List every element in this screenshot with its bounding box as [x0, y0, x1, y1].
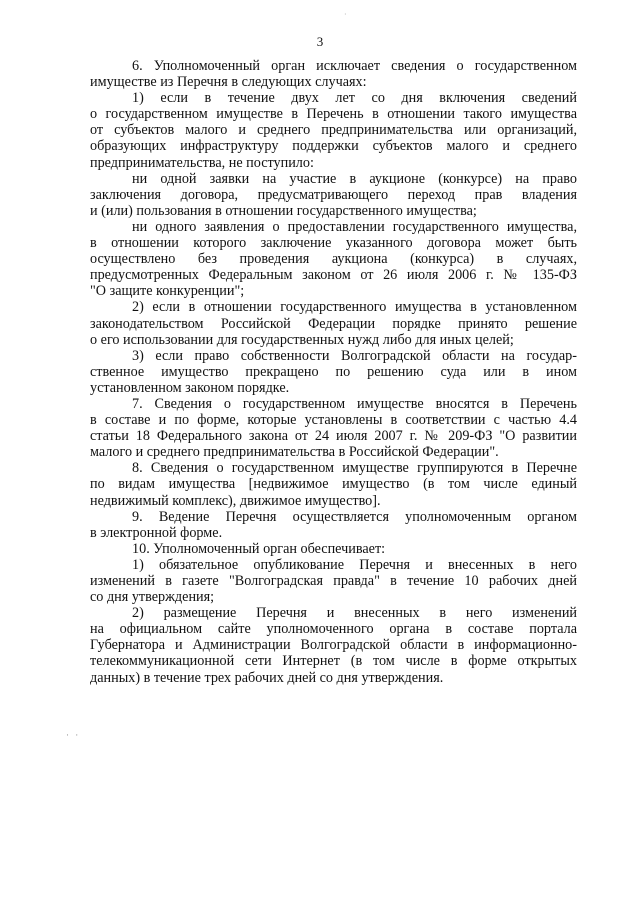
text-line: на официальном сайте уполномоченного органа в составе портала [90, 621, 577, 638]
scan-artifact-dots: · · [66, 730, 81, 740]
scan-artifact-mark: · [344, 10, 347, 19]
text-line: телекоммуникационной сети Интернет (в том числе в форме открытых [90, 653, 577, 670]
text-line: недвижимый комплекс), движимое имущество]. [90, 492, 381, 509]
text-line: предпринимательства, не поступило: [90, 154, 314, 171]
text-line: и (или) пользования в отношении государственного имущества; [90, 202, 477, 219]
text-line: образующих инфраструктуру поддержки субъектов малого и среднего [90, 138, 577, 155]
text-line: ни одной заявки на участие в аукционе (конкурсе) на право [132, 170, 577, 187]
text-line: 8. Сведения о государственном имуществе группируются в Перечне [132, 460, 577, 477]
text-line: 6. Уполномоченный орган исключает сведения о государственном [132, 58, 577, 74]
text-line: от субъектов малого и среднего предпринимательства или организаций, [90, 122, 577, 139]
text-line: о его использовании для государственных нужд либо для иных целей; [90, 331, 514, 348]
page-number: 3 [316, 34, 324, 49]
text-line: 2) размещение Перечня и внесенных в него изменений [132, 605, 577, 622]
text-line: ственное имущество прекращено по решению суда или в ином [90, 363, 577, 380]
text-line: 3) если право собственности Волгоградской области на государ- [132, 347, 577, 364]
text-line: по видам имущества [недвижимое имущество (в том числе единый [90, 476, 577, 493]
text-line: предусмотренных Федеральным законом от 26 июля 2006 г. № 135-ФЗ [90, 267, 577, 284]
text-line: изменений в газете "Волгоградская правда" в течение 10 рабочих дней [90, 573, 577, 589]
text-line: в составе и по форме, которые установлены в соответствии с частью 4.4 [90, 412, 577, 429]
text-line: 10. Уполномоченный орган обеспечивает: [132, 540, 386, 557]
text-line: 1) обязательное опубликование Перечня и внесенных в него [132, 556, 577, 573]
text-line: установленном законом порядке. [90, 379, 290, 396]
text-line: малого и среднего предпринимательства в Российской Федерации". [90, 444, 499, 461]
text-line: законодательством Российской Федерации порядке принято решение [90, 315, 577, 332]
text-line: "О защите конкуренции"; [90, 283, 245, 300]
text-line: осуществлено без проведения аукциона (конкурса) в случаях, [90, 251, 577, 268]
text-line: о государственном имуществе в Перечень в отношении такого имущества [90, 106, 577, 123]
text-line: 9. Ведение Перечня осуществляется уполномоченным органом [132, 508, 577, 525]
text-line: в отношении которого заключение указанного договора может быть [90, 235, 577, 252]
text-line: заключения договора, предусматривающего переход прав владения [90, 186, 577, 203]
document-body [90, 58, 577, 686]
text-line: 7. Сведения о государственном имуществе вносятся в Перечень [132, 395, 577, 412]
text-line: имуществе из Перечня в следующих случаях: [90, 74, 367, 91]
text-line: ни одного заявления о предоставлении государственного имущества, [132, 218, 577, 235]
text-line: статьи 18 Федерального закона от 24 июля 2007 г. № 209-ФЗ "О развитии [90, 428, 577, 445]
text-line: 1) если в течение двух лет со дня включения сведений [132, 90, 577, 107]
text-line: в электронной форме. [90, 524, 223, 541]
text-line: 2) если в отношении государственного имущества в установленном [132, 299, 577, 316]
text-line: Губернатора и Администрации Волгоградской области в информационно- [90, 637, 577, 654]
text-line: со дня утверждения; [90, 589, 215, 606]
text-line: данных) в течение трех рабочих дней со дня утверждения. [90, 669, 444, 686]
